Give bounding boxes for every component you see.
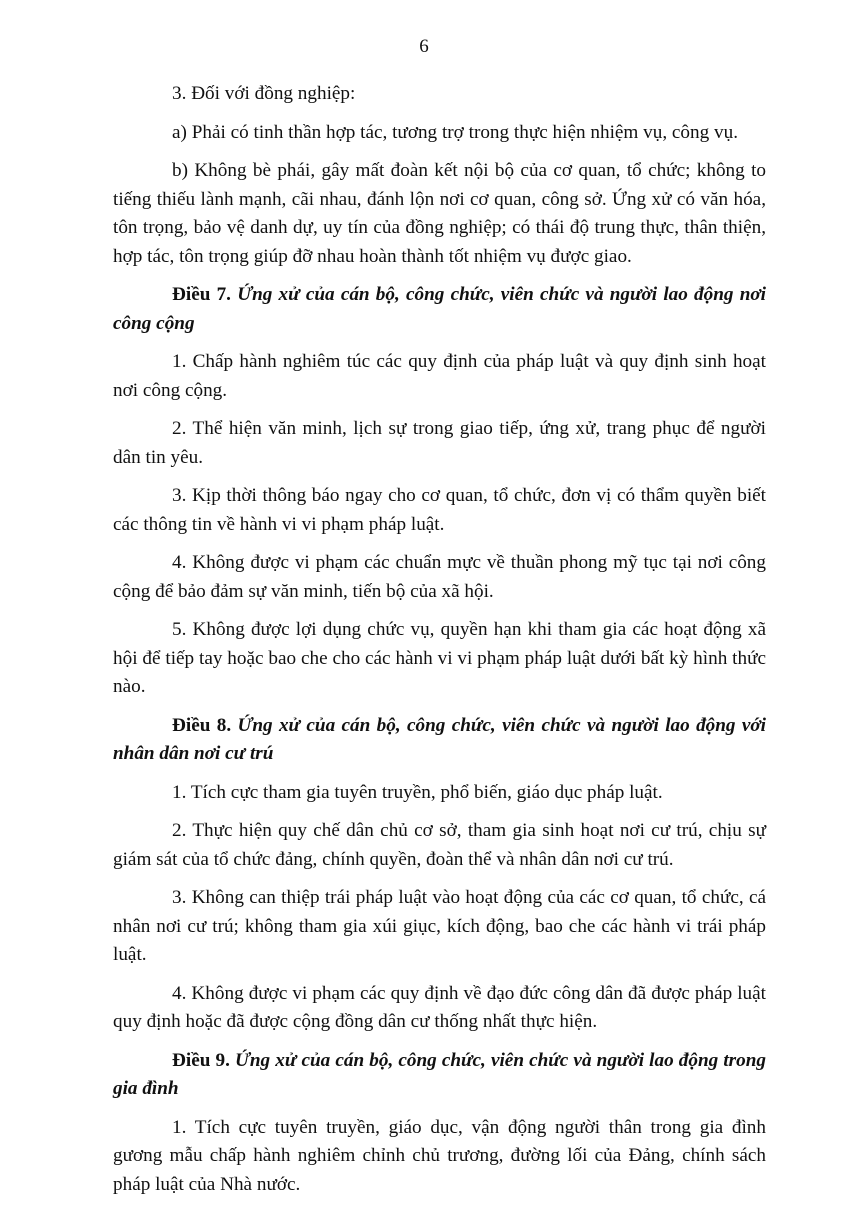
article-item: 2. Thực hiện quy chế dân chủ cơ sở, tham gia sinh hoạt nơi cư trú, chịu sự giám sát của tổ chức đảng, chính quyền, đoàn thể và nhân dân nơi cư trú. <box>113 820 766 870</box>
page-number: 6 <box>419 36 429 57</box>
article-item: 1. Tích cực tham gia tuyên truyền, phổ biến, giáo dục pháp luật. <box>172 781 663 803</box>
paragraph: a) Phải có tinh thần hợp tác, tương trợ trong thực hiện nhiệm vụ, công vụ. <box>172 121 738 143</box>
article-item: 3. Kịp thời thông báo ngay cho cơ quan, tổ chức, đơn vị có thẩm quyền biết các thông tin về hành vi vi phạm pháp luật. <box>113 485 766 535</box>
article-item: 5. Không được lợi dụng chức vụ, quyền hạn khi tham gia các hoạt động xã hội để tiếp tay hoặc bao che cho các hành vi vi phạm pháp luật dưới bất kỳ hình thức nào. <box>113 619 766 697</box>
paragraph: b) Không bè phái, gây mất đoàn kết nội bộ của cơ quan, tổ chức; không to tiếng thiếu lành mạnh, cãi nhau, đánh lộn nơi cơ quan, công sở. Ứng xử có văn hóa, tôn trọng, bảo vệ danh dự, uy tín của đồng nghiệp; có thái độ trung thực, thân thiện, hợp tác, tôn trọng giúp đỡ nhau hoàn thành tốt nhiệm vụ được giao. <box>113 160 766 267</box>
article-heading <box>113 712 766 769</box>
article-title: Ứng xử của cán bộ, công chức, viên chức và người lao động với nhân dân nơi cư trú <box>113 714 767 764</box>
article-item: 2. Thể hiện văn minh, lịch sự trong giao tiếp, ứng xử, trang phục để người dân tin yêu. <box>113 418 766 468</box>
article-item: 4. Không được vi phạm các quy định về đạo đức công dân đã được pháp luật quy định hoặc đã được cộng đồng dân cư thống nhất thực hiện. <box>113 982 766 1032</box>
article-item: 1. Chấp hành nghiêm túc các quy định của pháp luật và quy định sinh hoạt nơi công cộng. <box>113 351 766 401</box>
article-number: Điều 8. <box>172 714 232 736</box>
paragraph: 3. Đối với đồng nghiệp: <box>172 83 356 104</box>
article-number: Điều 9. <box>172 1049 230 1071</box>
article-heading <box>113 1047 766 1104</box>
article-title: Ứng xử của cán bộ, công chức, viên chức và người lao động trong gia đình <box>113 1049 767 1099</box>
article-number: Điều 7. <box>172 284 231 305</box>
article-title: Ứng xử của cán bộ, công chức, viên chức và người lao động nơi công cộng <box>113 284 767 334</box>
article-item: 3. Không can thiệp trái pháp luật vào hoạt động của các cơ quan, tổ chức, cá nhân nơi cư trú; không tham gia xúi giục, kích động, bao che các hành vi trái pháp luật. <box>113 887 766 965</box>
document-body <box>113 80 766 1209</box>
article-item: 4. Không được vi phạm các chuẩn mực về thuần phong mỹ tục tại nơi công cộng để bảo đảm sự văn minh, tiến bộ của xã hội. <box>113 552 766 602</box>
article-heading <box>113 281 766 338</box>
article-item: 1. Tích cực tuyên truyền, giáo dục, vận động người thân trong gia đình gương mẫu chấp hành nghiêm chỉnh chủ trương, đường lối của Đảng, chính sách pháp luật của Nhà nước. <box>113 1116 766 1195</box>
